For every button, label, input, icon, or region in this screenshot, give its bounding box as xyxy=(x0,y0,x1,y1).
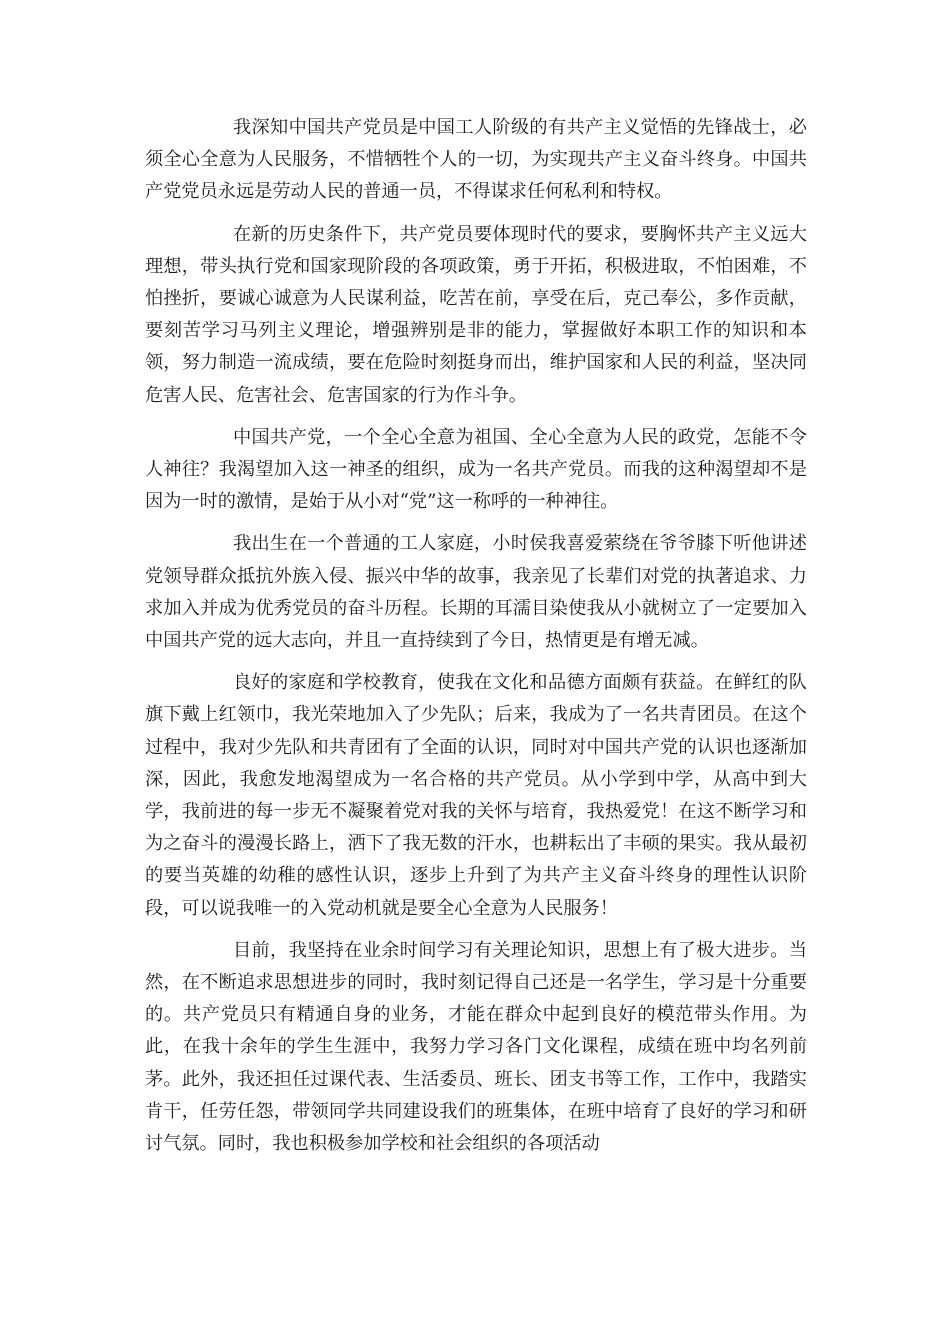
paragraph-2: 在新的历史条件下，共产党员要体现时代的要求，要胸怀共产主义远大理想，带头执行党和国家现阶段的各项政策，勇于开拓，积极进取，不怕困难，不怕挫折，要诚心诚意为人民谋利益，吃苦在前，享受在后，克己奉公，多作贡献，要刻苦学习马列主义理论，增强辨别是非的能力，掌握做好本职工作的知识和本领，努力制造一流成绩，要在危险时刻挺身而出，维护国家和人民的利益，坚决同危害人民、危害社会、危害国家的行为作斗争。 xyxy=(145,223,807,406)
paragraph-5: 良好的家庭和学校教育，使我在文化和品德方面颇有获益。在鲜红的队旗下戴上红领巾，我光荣地加入了少先队；后来，我成为了一名共青团员。在这个过程中，我对少先队和共青团有了全面的认识，同时对中国共产党的认识也逐渐加深，因此，我愈发地渴望成为一名合格的共产党员。从小学到中学，从高中到大学，我前进的每一步无不凝聚着党对我的关怀与培育，我热爱党！在这不断学习和为之奋斗的漫漫长路上，洒下了我无数的汗水，也耕耘出了丰硕的果实。我从最初的要当英雄的幼稚的感性认识，逐步上升到了为共产主义奋斗终身的理性认识阶段，可以说我唯一的入党动机就是要全心全意为人民服务！ xyxy=(145,672,807,919)
document-body xyxy=(145,112,807,1170)
paragraph-3: 中国共产党，一个全心全意为祖国、全心全意为人民的政党，怎能不令人神往？我渴望加入这一神圣的组织，成为一名共产党员。而我的这种渴望却不是因为一时的激情，是始于从小对“党”这一称呼的一种神往。 xyxy=(145,426,807,513)
paragraph-1: 我深知中国共产党员是中国工人阶级的有共产主义觉悟的先锋战士，必须全心全意为人民服务，不惜牺牲个人的一切，为实现共产主义奋斗终身。中国共产党党员永远是劳动人民的普通一员，不得谋求任何私利和特权。 xyxy=(145,117,807,203)
paragraph-6: 目前，我坚持在业余时间学习有关理论知识，思想上有了极大进步。当然，在不断追求思想进步的同时，我时刻记得自己还是一名学生，学习是十分重要的。共产党员只有精通自身的业务，才能在群众中起到良好的模范带头作用。为此，在我十余年的学生生涯中，我努力学习各门文化课程，成绩在班中均名列前茅。此外，我还担任过课代表、生活委员、班长、团支书等工作，工作中，我踏实肯干，任劳任怨，带领同学共同建设我们的班集体，在班中培育了良好的学习和研讨气氛。同时，我也积极参加学校和社会组织的各项活动 xyxy=(145,939,807,1155)
paragraph-4: 我出生在一个普通的工人家庭，小时侯我喜爱萦绕在爷爷膝下听他讲述党领导群众抵抗外族入侵、振兴中华的故事，我亲见了长辈们对党的执著追求、力求加入并成为优秀党员的奋斗历程。长期的耳濡目染使我从小就树立了一定要加入中国共产党的远大志向，并且一直持续到了今日，热情更是有增无减。 xyxy=(145,533,807,652)
